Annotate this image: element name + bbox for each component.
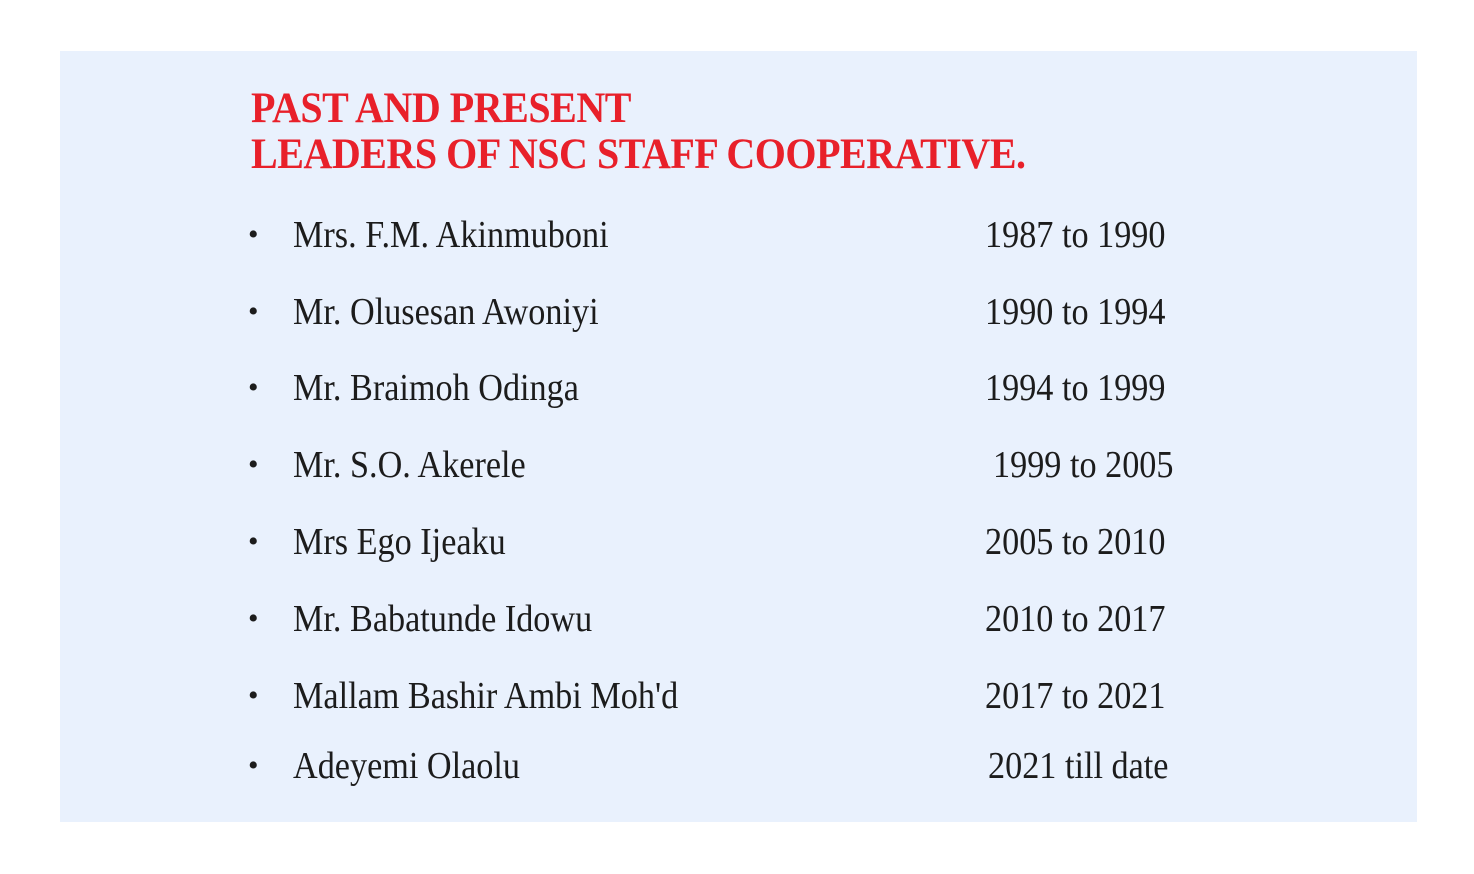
bullet-icon: • xyxy=(248,525,259,558)
list-item xyxy=(248,595,1208,643)
leader-period: 2005 to 2010 xyxy=(985,521,1166,563)
bullet-icon: • xyxy=(248,679,259,712)
title-line-1: PAST AND PRESENT xyxy=(251,85,631,132)
bullet-icon: • xyxy=(248,448,259,481)
leader-name: Mr. S.O. Akerele xyxy=(293,444,526,486)
leader-period: 1994 to 1999 xyxy=(985,367,1166,409)
leader-period: 2021 till date xyxy=(988,745,1169,787)
leader-name: Mrs Ego Ijeaku xyxy=(293,521,506,563)
bullet-icon: • xyxy=(248,602,259,635)
list-item xyxy=(248,441,1208,489)
leader-period: 1999 to 2005 xyxy=(993,444,1174,486)
leader-name: Mrs. F.M. Akinmuboni xyxy=(293,214,609,256)
list-item xyxy=(248,518,1208,566)
bullet-icon: • xyxy=(248,218,259,251)
list-item xyxy=(248,742,1208,790)
leader-period: 2010 to 2017 xyxy=(985,598,1166,640)
leader-name: Mr. Olusesan Awoniyi xyxy=(293,291,599,333)
leader-period: 1990 to 1994 xyxy=(985,291,1166,333)
page-title xyxy=(251,86,1026,178)
list-item xyxy=(248,211,1208,259)
bullet-icon: • xyxy=(248,295,259,328)
list-item xyxy=(248,364,1208,412)
leader-period: 2017 to 2021 xyxy=(985,675,1166,717)
list-item xyxy=(248,288,1208,336)
leader-period: 1987 to 1990 xyxy=(985,214,1166,256)
leader-name: Mr. Braimoh Odinga xyxy=(293,367,579,409)
bullet-icon: • xyxy=(248,371,259,404)
leader-name: Adeyemi Olaolu xyxy=(293,745,520,787)
leader-name: Mr. Babatunde Idowu xyxy=(293,598,593,640)
bullet-icon: • xyxy=(248,749,259,782)
title-line-2: LEADERS OF NSC STAFF COOPERATIVE. xyxy=(251,131,1026,178)
leader-name: Mallam Bashir Ambi Moh'd xyxy=(293,675,679,717)
list-item xyxy=(248,672,1208,720)
